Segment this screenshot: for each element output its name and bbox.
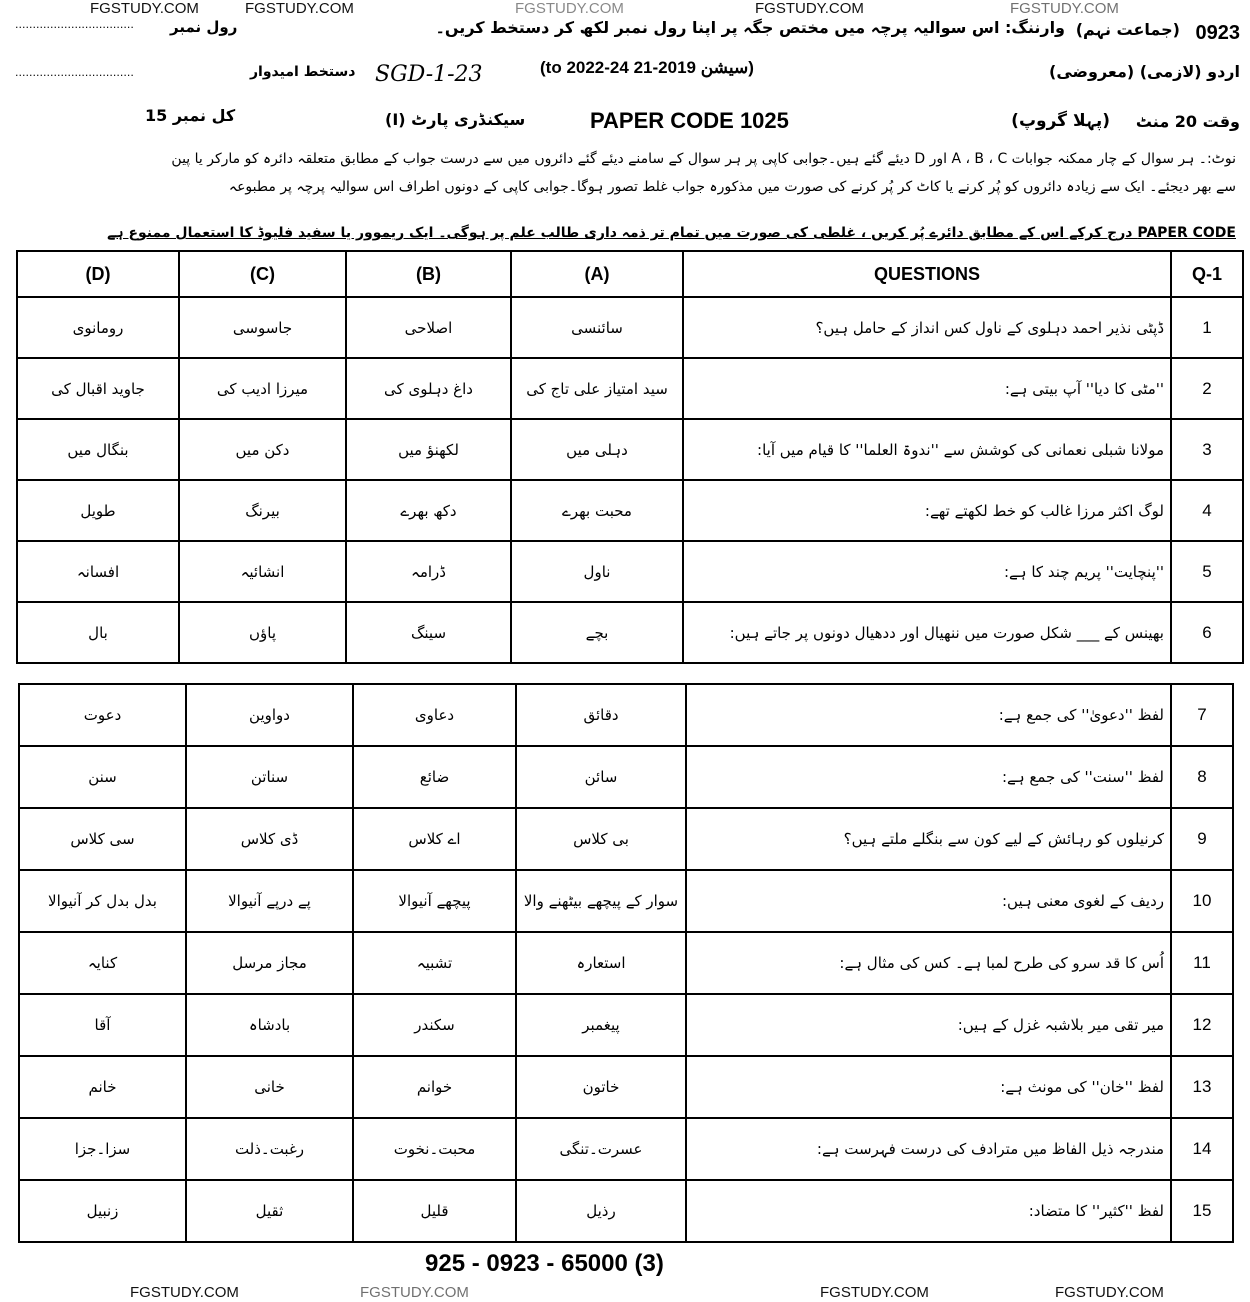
option-d: دعوت <box>19 684 186 746</box>
option-a: سائنسی <box>511 297 683 358</box>
option-d: سزا۔جزا <box>19 1118 186 1180</box>
question-number: 13 <box>1171 1056 1233 1118</box>
question-row <box>19 1056 1233 1118</box>
option-b: سکندر <box>353 994 516 1056</box>
watermark: FGSTUDY.COM <box>90 0 199 17</box>
option-a: ناول <box>511 541 683 602</box>
option-b: سینگ <box>346 602 511 663</box>
question-row <box>19 932 1233 994</box>
group-label: (پہلا گروپ) <box>1011 111 1110 131</box>
option-a: خاتون <box>516 1056 686 1118</box>
handwritten-code: SGD-1-23 <box>375 62 483 87</box>
question-text: ''مٹی کا دیا'' آپ بیتی ہے: <box>683 358 1171 419</box>
option-b: خوانم <box>353 1056 516 1118</box>
option-a: دہلی میں <box>511 419 683 480</box>
subject-title: اردو (لازمی) (معروضی) <box>1049 62 1240 81</box>
question-text: میر تقی میر بلاشبہ غزل کے ہیں: <box>686 994 1171 1056</box>
watermark: FGSTUDY.COM <box>755 0 864 17</box>
level-label: سیکنڈری پارٹ (I) <box>385 110 526 129</box>
question-row <box>17 419 1243 480</box>
option-c: پاؤں <box>179 602 346 663</box>
header-option-c: (C) <box>179 251 346 297</box>
option-d: بنگال میں <box>17 419 179 480</box>
option-c: مجاز مرسل <box>186 932 353 994</box>
option-c: دکن میں <box>179 419 346 480</box>
question-number: 4 <box>1171 480 1243 541</box>
signature-field[interactable]: .................................. <box>15 66 134 79</box>
question-number: 6 <box>1171 602 1243 663</box>
option-a: سائن <box>516 746 686 808</box>
option-b: پیچھے آنیوالا <box>353 870 516 932</box>
question-number: 10 <box>1171 870 1233 932</box>
note-line: نوٹ:۔ ہر سوال کے چار ممکنہ جوابات A ، B ، C اور D دیئے گئے ہیں۔جوابی کاپی پر ہر سوال کے سامنے دیئے گئے دائروں میں سے درست جواب کے مطابق متعلقہ دائرہ کو مارکر یا پین <box>171 151 1236 167</box>
class-label: (جماعت نہم) <box>1075 20 1180 39</box>
option-d: کنایہ <box>19 932 186 994</box>
option-a: بچے <box>511 602 683 663</box>
option-b: دعاوی <box>353 684 516 746</box>
option-a: سوار کے پیچھے بیٹھنے والا <box>516 870 686 932</box>
option-b: اصلاحی <box>346 297 511 358</box>
option-c: پے درپے آنیوالا <box>186 870 353 932</box>
header-qno: Q-1 <box>1171 251 1243 297</box>
header-questions: QUESTIONS <box>683 251 1171 297</box>
total-marks: کل نمبر 15 <box>145 106 236 125</box>
option-c: دواوین <box>186 684 353 746</box>
watermark: FGSTUDY.COM <box>820 1284 929 1301</box>
option-a: پیغمبر <box>516 994 686 1056</box>
question-number: 2 <box>1171 358 1243 419</box>
option-b: اے کلاس <box>353 808 516 870</box>
option-d: سی کلاس <box>19 808 186 870</box>
option-a: رذیل <box>516 1180 686 1242</box>
option-d: بدل بدل کر آنیوالا <box>19 870 186 932</box>
question-text: لفظ ''خان'' کی مونث ہے: <box>686 1056 1171 1118</box>
session: (سیشن 2019-21 to 2022-24) <box>540 58 754 77</box>
option-d: خانم <box>19 1056 186 1118</box>
option-d: طویل <box>17 480 179 541</box>
question-row <box>19 1180 1233 1242</box>
warning-text: وارننگ: اس سوالیہ پرچہ میں مختص جگہ پر اپنا رول نمبر لکھ کر دستخط کریں۔ <box>435 18 1065 37</box>
watermark: FGSTUDY.COM <box>1010 0 1119 17</box>
option-a: بی کلاس <box>516 808 686 870</box>
header-option-b: (B) <box>346 251 511 297</box>
option-c: میرزا ادیب کی <box>179 358 346 419</box>
question-number: 1 <box>1171 297 1243 358</box>
question-number: 5 <box>1171 541 1243 602</box>
signature-label: دستخط امیدوار <box>250 64 356 80</box>
question-number: 8 <box>1171 746 1233 808</box>
option-a: دقائق <box>516 684 686 746</box>
option-b: داغ دہلوی کی <box>346 358 511 419</box>
option-d: رومانوی <box>17 297 179 358</box>
option-a: استعارہ <box>516 932 686 994</box>
question-row <box>17 480 1243 541</box>
question-row <box>17 297 1243 358</box>
note-line: سے بھر دیجئے۔ ایک سے زیادہ دائروں کو پُر کرنے یا کاٹ کر پُر کرنے کی صورت میں مذکورہ جواب غلط تصور ہوگا۔جوابی کاپی کے دونوں اطراف اس سوالیہ پرچہ پر مطبوعہ <box>228 179 1236 195</box>
table-header-row <box>17 251 1243 297</box>
option-d: زنبیل <box>19 1180 186 1242</box>
option-b: ڈرامہ <box>346 541 511 602</box>
watermark: FGSTUDY.COM <box>515 0 624 17</box>
paper-code: PAPER CODE 1025 <box>590 108 789 133</box>
header-option-d: (D) <box>17 251 179 297</box>
question-row <box>19 870 1233 932</box>
option-c: انشائیہ <box>179 541 346 602</box>
option-b: دکھ بھرے <box>346 480 511 541</box>
question-text: اُس کا قد سرو کی طرح لمبا ہے۔ کس کی مثال ہے: <box>686 932 1171 994</box>
roll-number-field[interactable]: .................................. <box>15 18 134 31</box>
question-text: مندرجہ ذیل الفاظ میں مترادف کی درست فہرست ہے: <box>686 1118 1171 1180</box>
option-a: عسرت۔تنگی <box>516 1118 686 1180</box>
footer-code: 925 - 0923 - 65000 (3) <box>425 1250 664 1277</box>
question-number: 7 <box>1171 684 1233 746</box>
question-text: ردیف کے لغوی معنی ہیں: <box>686 870 1171 932</box>
question-number: 9 <box>1171 808 1233 870</box>
note-line: PAPER CODE درج کرکے اس کے مطابق دائرے پُر کریں ، غلطی کی صورت میں تمام تر ذمہ داری طالب علم پر ہوگی۔ ایک ریموور یا سفید فلیوڈ کا استعمال ممنوع ہے <box>107 225 1236 241</box>
question-text: لفظ ''کثیر'' کا متضاد: <box>686 1180 1171 1242</box>
question-row <box>19 994 1233 1056</box>
question-text: لفظ ''سنت'' کی جمع ہے: <box>686 746 1171 808</box>
option-c: ڈی کلاس <box>186 808 353 870</box>
option-b: محبت۔نخوت <box>353 1118 516 1180</box>
roll-number-label: رول نمبر <box>170 18 238 36</box>
option-b: قلیل <box>353 1180 516 1242</box>
option-c: خانی <box>186 1056 353 1118</box>
question-row <box>17 358 1243 419</box>
question-row <box>19 808 1233 870</box>
option-b: ضائع <box>353 746 516 808</box>
option-c: رغبت۔ذلت <box>186 1118 353 1180</box>
option-a: سید امتیاز علی تاج کی <box>511 358 683 419</box>
question-text: لفظ ''دعویٰ'' کی جمع ہے: <box>686 684 1171 746</box>
question-row <box>17 602 1243 663</box>
questions-table-2 <box>18 683 1234 1243</box>
question-number: 14 <box>1171 1118 1233 1180</box>
option-d: بال <box>17 602 179 663</box>
question-text: کرنیلوں کو رہائش کے لیے کون سے بنگلے ملتے ہیں؟ <box>686 808 1171 870</box>
question-row <box>19 1118 1233 1180</box>
question-text: مولانا شبلی نعمانی کی کوشش سے ''ندوۃ العلما'' کا قیام میں آیا: <box>683 419 1171 480</box>
question-text: ''پنچایت'' پریم چند کا ہے: <box>683 541 1171 602</box>
watermark: FGSTUDY.COM <box>245 0 354 17</box>
watermark: FGSTUDY.COM <box>130 1284 239 1301</box>
option-c: جاسوسی <box>179 297 346 358</box>
question-row <box>17 541 1243 602</box>
header-option-a: (A) <box>511 251 683 297</box>
question-number: 3 <box>1171 419 1243 480</box>
option-b: تشبیہ <box>353 932 516 994</box>
time-label: وقت 20 منٹ <box>1135 112 1240 131</box>
class-code: 0923 <box>1195 22 1240 44</box>
question-number: 15 <box>1171 1180 1233 1242</box>
question-text: ڈپٹی نذیر احمد دہلوی کے ناول کس انداز کے حامل ہیں؟ <box>683 297 1171 358</box>
question-row <box>19 746 1233 808</box>
questions-table-1 <box>16 250 1244 664</box>
question-text: بھینس کے ___ شکل صورت میں ننھیال اور ددھیال دونوں پر جاتے ہیں: <box>683 602 1171 663</box>
question-number: 12 <box>1171 994 1233 1056</box>
option-d: افسانہ <box>17 541 179 602</box>
option-c: بادشاہ <box>186 994 353 1056</box>
question-text: لوگ اکثر مرزا غالب کو خط لکھتے تھے: <box>683 480 1171 541</box>
watermark: FGSTUDY.COM <box>1055 1284 1164 1301</box>
question-row <box>19 684 1233 746</box>
option-c: ثقیل <box>186 1180 353 1242</box>
option-c: سناتن <box>186 746 353 808</box>
option-d: جاوید اقبال کی <box>17 358 179 419</box>
option-d: آقا <box>19 994 186 1056</box>
option-c: بیرنگ <box>179 480 346 541</box>
option-d: سنن <box>19 746 186 808</box>
option-b: لکھنؤ میں <box>346 419 511 480</box>
watermark: FGSTUDY.COM <box>360 1284 469 1301</box>
option-a: محبت بھرے <box>511 480 683 541</box>
question-number: 11 <box>1171 932 1233 994</box>
